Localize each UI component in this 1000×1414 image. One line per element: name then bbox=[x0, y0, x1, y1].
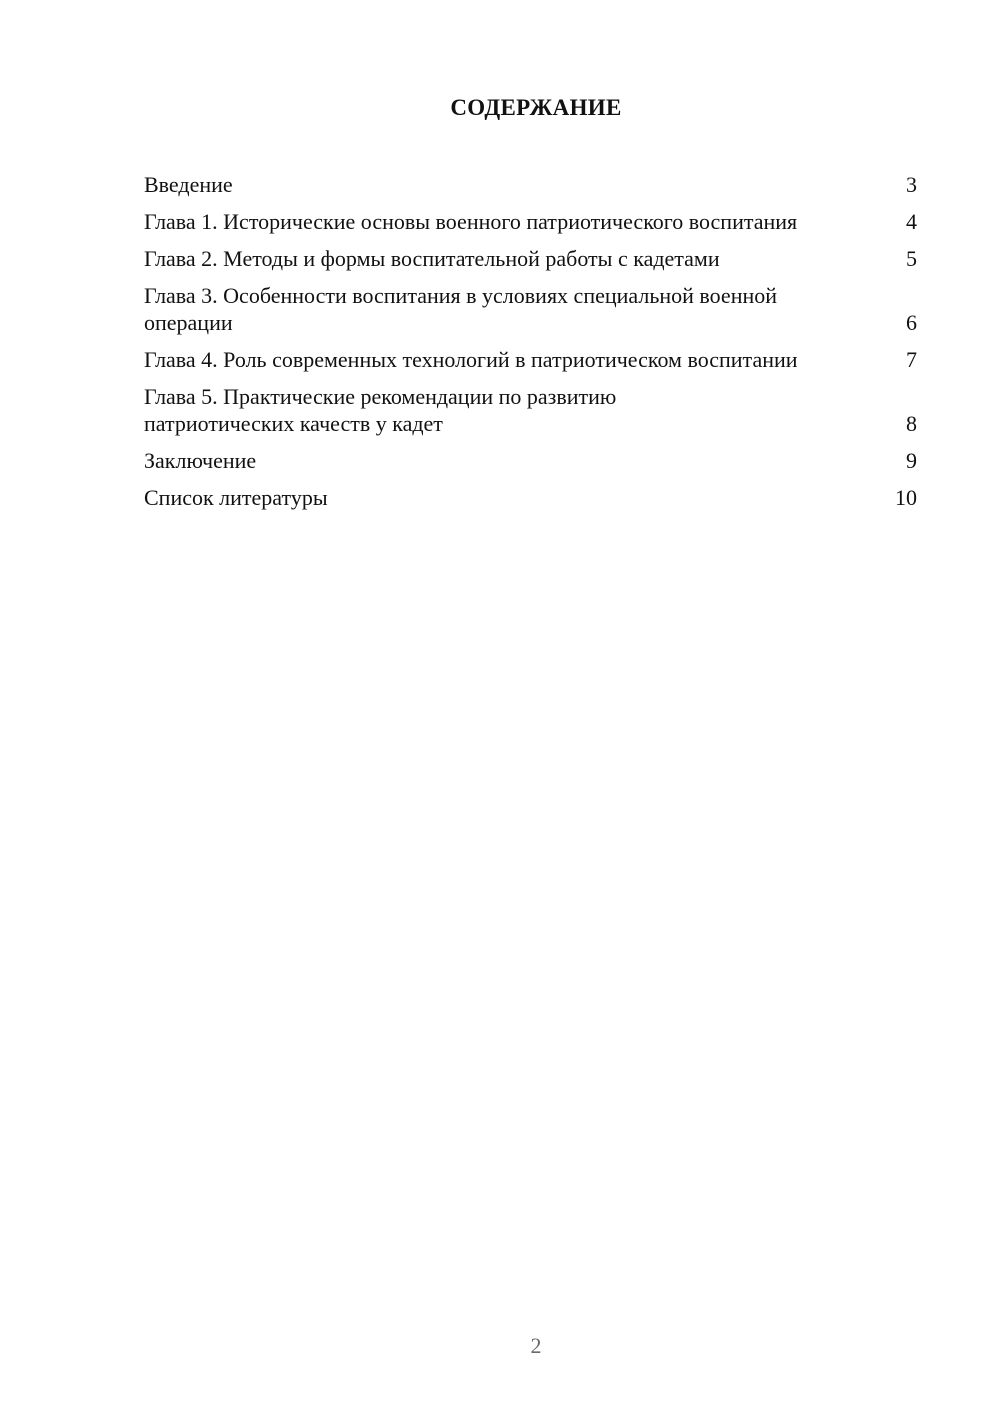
toc-entry-chapter-4 bbox=[144, 346, 920, 373]
toc-entry-chapter-1 bbox=[144, 208, 920, 235]
toc-entry-page: 5 bbox=[906, 246, 917, 271]
page-title: СОДЕРЖАНИЕ bbox=[450, 95, 622, 120]
toc-entry-chapter-5 bbox=[144, 383, 920, 437]
toc-entry-page: 3 bbox=[906, 172, 917, 197]
toc-entry-label: Глава 1. Исторические основы военного патриотического воспитания bbox=[144, 209, 798, 234]
toc-entry-introduction bbox=[144, 171, 920, 198]
toc-entry-page: 10 bbox=[895, 485, 917, 510]
toc-entry-label: Глава 4. Роль современных технологий в патриотическом воспитании bbox=[144, 347, 798, 372]
table-of-contents bbox=[144, 171, 920, 521]
toc-entry-page: 6 bbox=[906, 310, 917, 335]
toc-entry-page: 8 bbox=[906, 411, 917, 436]
toc-entry-label: Глава 2. Методы и формы воспитательной работы с кадетами bbox=[144, 246, 720, 271]
toc-entry-page: 4 bbox=[906, 209, 917, 234]
toc-entry-label: Глава 5. Практические рекомендации по развитию патриотических качеств у кадет bbox=[144, 384, 617, 436]
toc-entry-references bbox=[144, 484, 920, 511]
toc-entry-label: Глава 3. Особенности воспитания в условиях специальной военной операции bbox=[144, 283, 778, 335]
page-number: 2 bbox=[530, 1333, 542, 1358]
toc-entry-page: 9 bbox=[906, 448, 917, 473]
toc-entry-conclusion bbox=[144, 447, 920, 474]
toc-entry-label: Введение bbox=[144, 172, 233, 197]
toc-entry-label: Список литературы bbox=[144, 485, 328, 510]
toc-entry-label: Заключение bbox=[144, 448, 257, 473]
toc-entry-chapter-3 bbox=[144, 282, 920, 336]
toc-entry-page: 7 bbox=[906, 347, 917, 372]
toc-entry-chapter-2 bbox=[144, 245, 920, 272]
